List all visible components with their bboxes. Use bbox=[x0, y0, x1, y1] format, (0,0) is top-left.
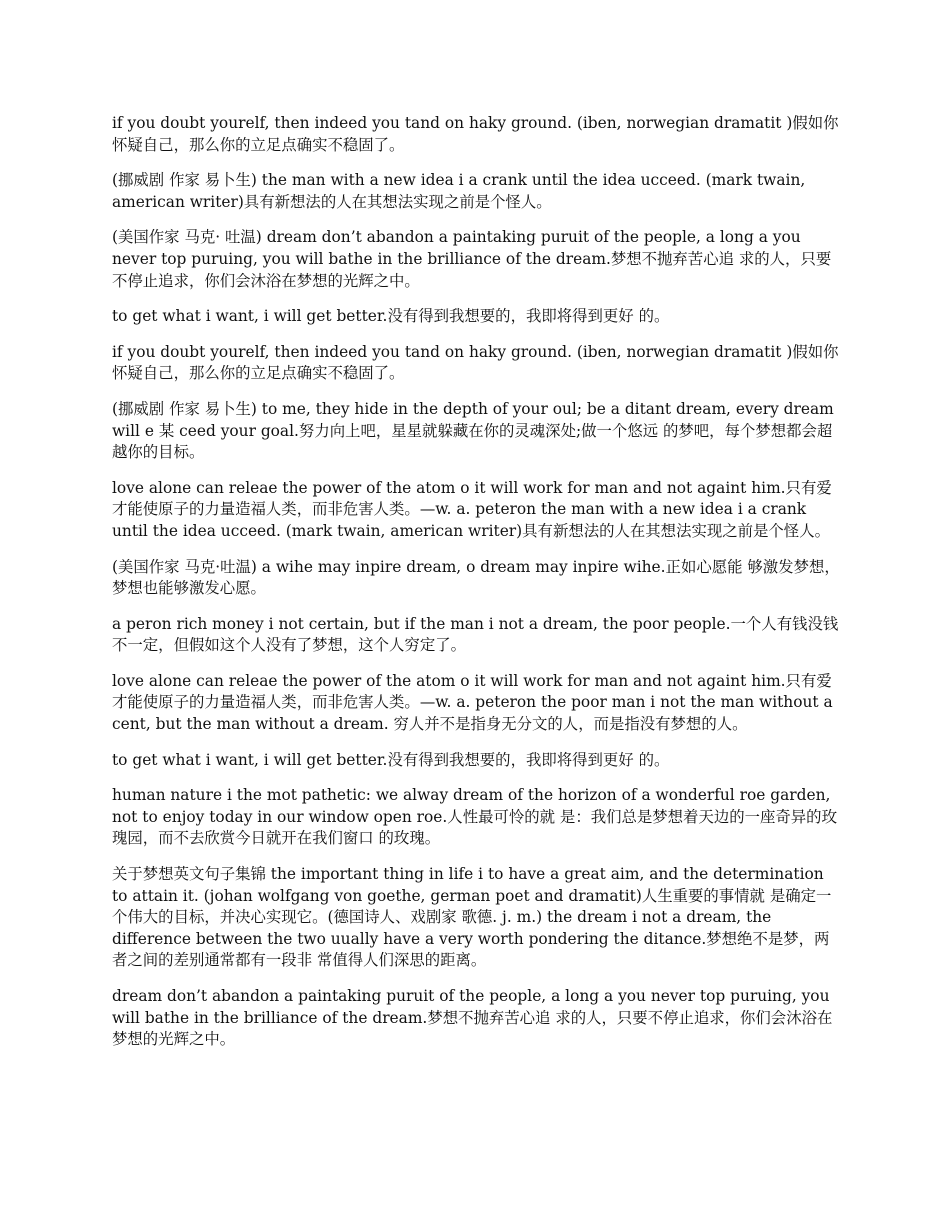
paragraph: (美国作家 马克· 吐温) dream don’t abandon a paintaking puruit of the people, a long a you never top puruing, you will bathe in the brilliance of the dream.梦想不抛弃苦心追 求的人，只要不停止追求，你们会沐浴在梦想的光辉之中。 bbox=[112, 228, 832, 290]
paragraph: a peron rich money i not certain, but if the man i not a dream, the poor people.一个人有钱没钱不一定，但假如这个人没有了梦想，这个人穷定了。 bbox=[112, 614, 839, 655]
paragraph: 关于梦想英文句子集锦 the important thing in life i to have a great aim, and the determination to attain it. (johan wolfgang von goethe, german poet and dramatit)人生重要的事情就 是确定一个伟大的目标，并决心实现它。(德国诗人、戏剧家 歌德. j. m.) the dream i not a dream, the difference between the two uually have a very worth pondering the ditance.梦想绝不是梦，两者之间的差别通常都有一段非 常值得人们深思的距离。 bbox=[112, 865, 832, 970]
paragraph: human nature i the mot pathetic: we alway dream of the horizon of a wonderful roe garden, not to enjoy today in our window open roe.人性最可怜的就 是：我们总是梦想着天边的一座奇异的玫瑰园，而不去欣赏今日就开在我们窗口 的玫瑰。 bbox=[112, 786, 837, 848]
document-body bbox=[112, 113, 842, 1065]
paragraph: to get what i want, i will get better.没有得到我想要的，我即将得到更好 的。 bbox=[112, 307, 670, 326]
paragraph: dream don’t abandon a paintaking puruit of the people, a long a you never top puruing, you will bathe in the brilliance of the dream.梦想不抛弃苦心追 求的人，只要不停止追求，你们会沐浴在梦想的光辉之中。 bbox=[112, 987, 833, 1049]
paragraph: if you doubt yourelf, then indeed you tand on haky ground. (iben, norwegian dramatit )假如你怀疑自己，那么你的立足点确实不稳固了。 bbox=[112, 342, 839, 383]
paragraph: (挪威剧 作家 易卜生) to me, they hide in the depth of your oul; be a ditant dream, every dream will e 某 ceed your goal.努力向上吧，星星就躲藏在你的灵魂深处;做一个悠远 的梦吧，每个梦想都会超越你的目标。 bbox=[112, 399, 834, 462]
paragraph: if you doubt yourelf, then indeed you tand on haky ground. (iben, norwegian dramatit )假如你怀疑自己，那么你的立足点确实不稳固了。 bbox=[112, 114, 839, 154]
paragraph: love alone can releae the power of the atom o it will work for man and not againt him.只有爱才能使原子的力量造福人类，而非危害人类。—w. a. peteron the man with a new idea i a crank until the idea ucceed. (mark twain, american writer)具有新想法的人在其想法实现之前是个怪人。 bbox=[112, 478, 832, 540]
paragraph: (挪威剧 作家 易卜生) the man with a new idea i a crank until the idea ucceed. (mark twain, american writer)具有新想法的人在其想法实现之前是个怪人。 bbox=[112, 171, 806, 211]
paragraph: to get what i want, i will get better.没有得到我想要的，我即将得到更好 的。 bbox=[112, 750, 670, 769]
paragraph: (美国作家 马克·吐温) a wihe may inpire dream, o dream may inpire wihe.正如心愿能 够激发梦想，梦想也能够激发心愿。 bbox=[112, 557, 840, 598]
paragraph: love alone can releae the power of the atom o it will work for man and not againt him.只有爱才能使原子的力量造福人类，而非危害人类。—w. a. peteron the poor man i not the man without a cent, but the man without a dream. 穷人并不是指身无分文的人，而是指没有梦想的人。 bbox=[112, 671, 833, 734]
